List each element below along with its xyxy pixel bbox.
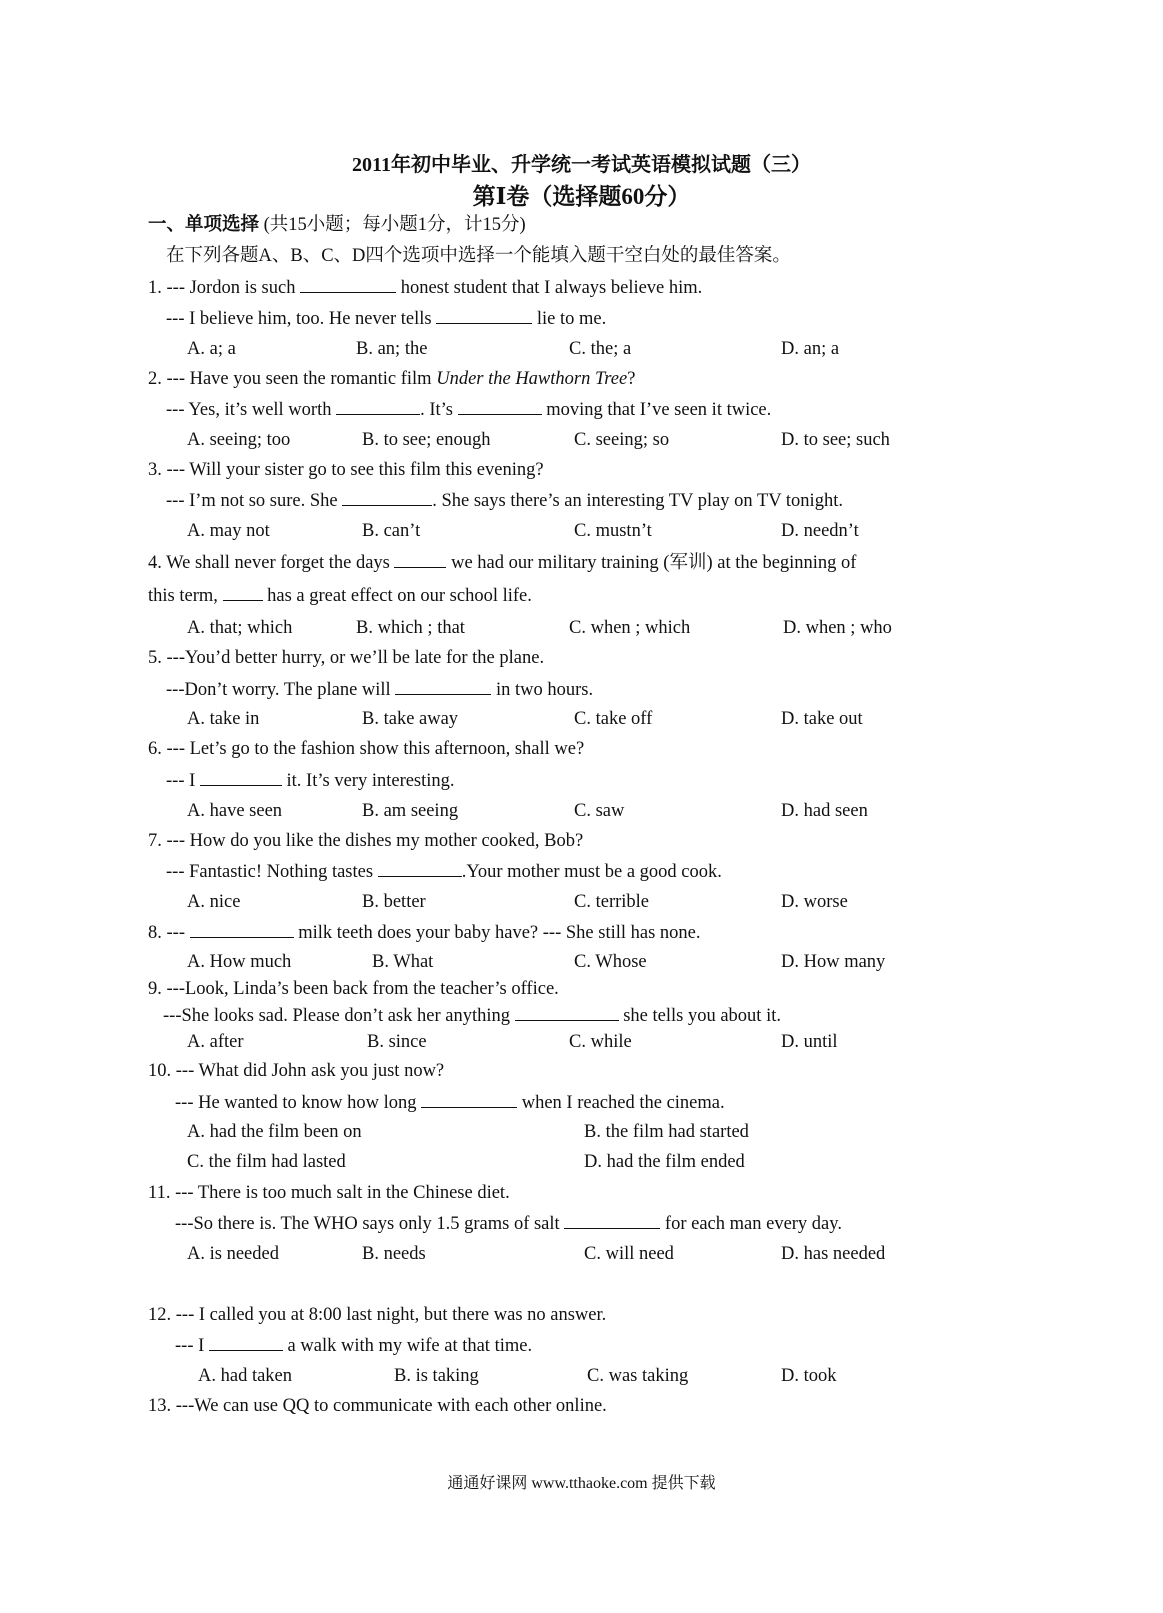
option-a: A. nice	[187, 892, 241, 912]
option-c: C. the; a	[569, 339, 632, 359]
question-9-line-2: ---She looks sad. Please don’t ask her anything she tells you about it.	[163, 1003, 781, 1028]
question-4-line-1: 4. We shall never forget the days we had our military training (军训) at the beginning of	[148, 550, 856, 575]
question-1-line-1: 1. --- Jordon is such honest student that I always believe him.	[148, 275, 702, 300]
option-a: A. that; which	[187, 618, 293, 638]
option-d: D. had the film ended	[584, 1152, 745, 1172]
answer-blank	[336, 397, 420, 415]
section-scoring: (共15小题；每小题1分，计15分)	[263, 215, 526, 235]
option-b: B. am seeing	[362, 801, 459, 821]
option-b: B. since	[367, 1032, 427, 1052]
question-8-line-1: 8. --- milk teeth does your baby have? --- She still has none.	[148, 920, 701, 945]
question-7-line-2: --- Fantastic! Nothing tastes .Your mother must be a good cook.	[166, 859, 722, 884]
question-12-line-1: 12. --- I called you at 8:00 last night, but there was no answer.	[148, 1305, 607, 1325]
answer-blank	[209, 1333, 283, 1351]
option-d: D. to see; such	[781, 430, 890, 450]
answer-blank	[394, 550, 446, 568]
question-7-line-1: 7. --- How do you like the dishes my mother cooked, Bob?	[148, 831, 584, 851]
option-a: A. after	[187, 1032, 244, 1052]
answer-blank	[342, 488, 432, 506]
answer-blank	[378, 859, 462, 877]
option-d: D. had seen	[781, 801, 868, 821]
option-b: B. needs	[362, 1244, 426, 1264]
option-c: C. take off	[574, 709, 653, 729]
question-5-line-1: 5. ---You’d better hurry, or we’ll be late for the plane.	[148, 648, 545, 668]
option-c: C. saw	[574, 801, 625, 821]
film-title: Under the Hawthorn Tree	[436, 369, 628, 389]
question-10-line-2: --- He wanted to know how long when I reached the cinema.	[175, 1090, 725, 1115]
option-b: B. take away	[362, 709, 459, 729]
question-6-line-2: --- I it. It’s very interesting.	[166, 768, 455, 793]
question-11-line-1: 11. --- There is too much salt in the Chinese diet.	[148, 1183, 510, 1203]
question-1-line-2: --- I believe him, too. He never tells lie to me.	[166, 306, 606, 331]
exam-title: 2011年初中毕业、升学统一考试英语模拟试题（三）	[352, 154, 811, 176]
option-b: B. an; the	[356, 339, 428, 359]
question-5-line-2: ---Don’t worry. The plane will in two hours.	[166, 677, 593, 702]
question-3-line-2: --- I’m not so sure. She . She says there’s an interesting TV play on TV tonight.	[166, 488, 843, 513]
option-c: C. while	[569, 1032, 632, 1052]
option-a: A. take in	[187, 709, 260, 729]
option-c: C. the film had lasted	[187, 1152, 346, 1172]
option-b: B. to see; enough	[362, 430, 491, 450]
question-13-line-1: 13. ---We can use QQ to communicate with each other online.	[148, 1396, 607, 1416]
option-c: C. will need	[584, 1244, 674, 1264]
option-c: C. mustn’t	[574, 521, 652, 541]
answer-blank	[395, 677, 491, 695]
section-heading: 一、单项选择	[148, 215, 260, 235]
option-d: D. took	[781, 1366, 837, 1386]
option-d: D. How many	[781, 952, 886, 972]
option-c: C. seeing; so	[574, 430, 670, 450]
option-a: A. had taken	[198, 1366, 293, 1386]
option-a: A. may not	[187, 521, 270, 541]
answer-blank	[223, 583, 263, 601]
option-a: A. is needed	[187, 1244, 279, 1264]
question-2-line-2: --- Yes, it’s well worth . It’s moving that I’ve seen it twice.	[166, 397, 771, 422]
section-heading-line	[148, 213, 526, 237]
option-d: D. an; a	[781, 339, 840, 359]
option-a: A. seeing; too	[187, 430, 291, 450]
option-c: C. terrible	[574, 892, 650, 912]
option-b: B. better	[362, 892, 426, 912]
option-b: B. What	[372, 952, 434, 972]
option-d: D. worse	[781, 892, 848, 912]
answer-blank	[564, 1211, 660, 1229]
question-4-line-2: this term, has a great effect on our school life.	[148, 583, 532, 608]
option-b: B. is taking	[394, 1366, 479, 1386]
option-b: B. can’t	[362, 521, 421, 541]
answer-blank	[436, 306, 532, 324]
section-instruction: 在下列各题A、B、C、D四个选项中选择一个能填入题干空白处的最佳答案。	[166, 246, 791, 266]
footer-credit: 通通好课网 www.tthaoke.com 提供下载	[447, 1475, 716, 1492]
question-6-line-1: 6. --- Let’s go to the fashion show this afternoon, shall we?	[148, 739, 585, 759]
answer-blank	[421, 1090, 517, 1108]
question-3-line-1: 3. --- Will your sister go to see this film this evening?	[148, 460, 544, 480]
question-2-line-1: 2. --- Have you seen the romantic film Under the Hawthorn Tree?	[148, 369, 636, 389]
option-a: A. had the film been on	[187, 1122, 362, 1142]
option-c: C. when ; which	[569, 618, 691, 638]
option-a: A. a; a	[187, 339, 236, 359]
question-9-line-1: 9. ---Look, Linda’s been back from the teacher’s office.	[148, 979, 559, 999]
answer-blank	[190, 920, 294, 938]
option-a: A. How much	[187, 952, 292, 972]
question-10-line-1: 10. --- What did John ask you just now?	[148, 1061, 445, 1081]
option-d: D. has needed	[781, 1244, 886, 1264]
question-11-line-2: ---So there is. The WHO says only 1.5 grams of salt for each man every day.	[175, 1211, 842, 1236]
answer-blank	[200, 768, 282, 786]
option-b: B. which ; that	[356, 618, 465, 638]
answer-blank	[300, 275, 396, 293]
option-d: D. take out	[781, 709, 863, 729]
option-b: B. the film had started	[584, 1122, 749, 1142]
option-d: D. when ; who	[783, 618, 892, 638]
option-c: C. was taking	[587, 1366, 689, 1386]
question-12-line-2: --- I a walk with my wife at that time.	[175, 1333, 532, 1358]
answer-blank	[515, 1003, 619, 1021]
option-a: A. have seen	[187, 801, 283, 821]
answer-blank	[458, 397, 542, 415]
option-c: C. Whose	[574, 952, 647, 972]
exam-subtitle: 第Ⅰ卷（选择题60分）	[472, 184, 691, 209]
option-d: D. needn’t	[781, 521, 859, 541]
option-d: D. until	[781, 1032, 838, 1052]
